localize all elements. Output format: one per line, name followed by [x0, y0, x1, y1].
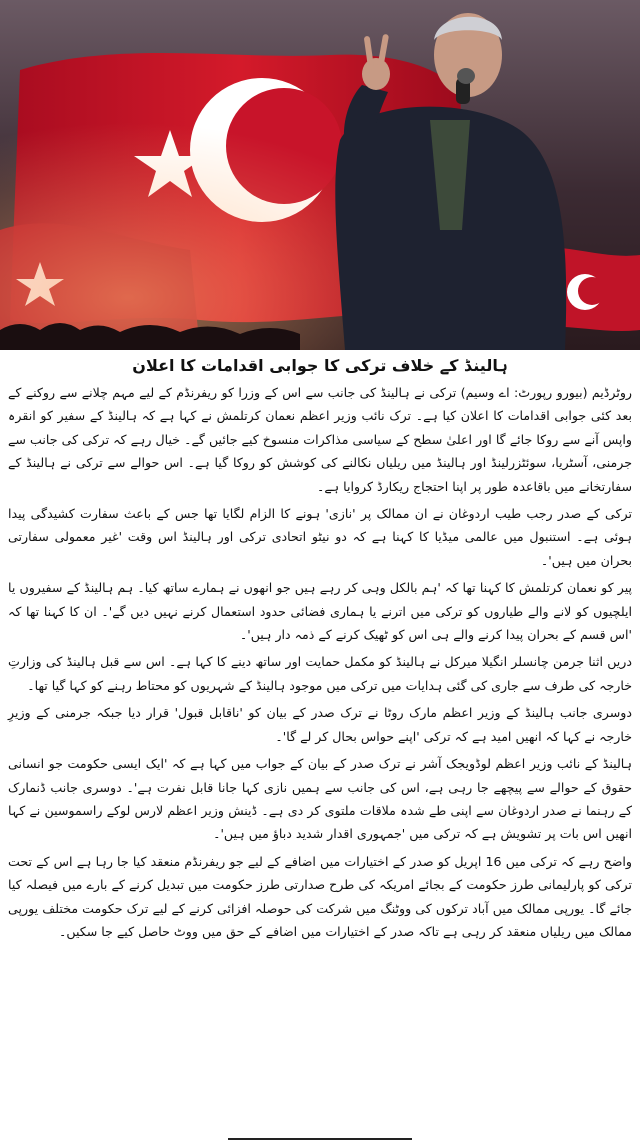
article-paragraph-6: ہالینڈ کے نائب وزیر اعظم لوڈویجک آشر نے ترک صدر کے بیان کے جواب میں کہا ہے کہ 'ایک ایسی حکومت جو انسانی حقوق کے حوالے سے پیچھے جا رہی ہے، اس کی جانب سے ہمیں نازی کہا جانا قابل نفرت ہے'۔ دوسری جانب ڈنمارک کے رہنما نے صدر اردوغان سے اپنی طے شدہ ملاقات ملتوی کر دی ہے۔ ڈینش وزیر اعظم لارس لوکے راسموسین نے کہا انھیں اس بات پر تشویش ہے کہ ترکی میں 'جمہوری اقدار شدید دباؤ میں ہیں'۔	[8, 756, 632, 842]
article-body	[0, 350, 640, 947]
article-paragraph-7: واضح رہے کہ ترکی میں 16 اپریل کو صدر کے اختیارات میں اضافے کے لیے جو ریفرنڈم منعقد کیا جا رہا ہے اس کے تحت ترکی کو پارلیمانی طرز حکومت کے بجائے امریکہ کی طرح صدارتی طرز حکومت میں تبدیل کرنے کے بارے میں فیصلہ کیا جائے گا۔ یورپی ممالک میں آباد ترکوں کی ووٹنگ میں شرکت کی حوصلہ افزائی کرنے کے لیے ترک حکومت مختلف یورپی ممالک میں ریلیاں منعقد کر رہی ہے تاکہ صدر کے اختیارات میں اضافے کے حق میں ووٹ حاصل کیے جا سکیں۔	[8, 853, 632, 939]
end-divider	[228, 1138, 412, 1140]
article-headline: ہالینڈ کے خلاف ترکی کا جوابی اقدامات کا اعلان	[132, 356, 508, 375]
article-paragraph-1: روٹرڈیم (بیورو رپورٹ: اے وسیم) ترکی نے ہالینڈ کی جانب سے اس کے وزرا کو ریفرنڈم کے لیے مہم چلانے سے روکنے کے بعد کئی جوابی اقدامات کا اعلان کیا ہے۔ ترک نائب وزیر اعظم نعمان کرتلمش نے کہا ہے کہ ہالینڈ کے سفیر کو انقرہ واپس آنے سے روکا جائے گا اور اعلیٰ سطح کے سیاسی مذاکرات منسوخ کیے جائیں گے۔ خیال رہے کہ ترکی کی جانب سے جرمنی، آسٹریا، سوئٹزرلینڈ اور ہالینڈ میں ریلیاں نکالنے کی کوشش کو روکا گیا ہے۔ اس حوالے سے ترکی نے ہالینڈ کے سفارتخانے میں باقاعدہ طور پر اپنا احتجاج ریکارڈ کروایا ہے۔	[8, 385, 632, 494]
hero-photo	[0, 0, 640, 350]
article-paragraph-2: ترکی کے صدر رجب طیب اردوغان نے ان ممالک پر 'نازی' ہونے کا الزام لگایا تھا جس کے باعث سفارت کشیدگی پیدا ہوئی ہے۔ استنبول میں عالمی میڈیا کا کہنا ہے کہ دو نیٹو اتحادی ترکی اور ہالینڈ اس وقت 'غیر معمولی سفارتی بحران میں ہیں'۔	[8, 506, 632, 568]
article-paragraph-4: دریں اثنا جرمن چانسلر انگیلا میرکل نے ہالینڈ کو مکمل حمایت اور ساتھ دینے کا کہا ہے۔ اس سے قبل ہالینڈ کی وزارتِ خارجہ کی طرف سے جاری کی گئی ہدایات میں ترکی میں موجود ہالینڈ کے شہریوں کو محتاط رہنے کو کہا گیا تھا۔	[8, 654, 632, 693]
article-paragraph-3: پیر کو نعمان کرتلمش کا کہنا تھا کہ 'ہم بالکل وہی کر رہے ہیں جو انھوں نے ہمارے ساتھ کیا۔ ہم ہالینڈ کے سفیروں یا ایلچیوں کو لانے والے طیاروں کو ترکی میں اترنے یا ہماری فضائی حدود استعمال کرنے نہیں دیں گے'۔ ان کا کہنا تھا کہ 'اس قسم کے بحران پیدا کرنے والے ہی اس کو ٹھیک کرنے کے ذمہ دار ہیں'۔	[8, 580, 632, 643]
article-paragraph-5: دوسری جانب ہالینڈ کے وزیر اعظم مارک روٹا نے ترک صدر کے بیان کو 'ناقابل قبول' قرار دیا جبکہ جرمنی کے وزیرِ خارجہ نے کہا کہ انھیں امید ہے کہ ترکی 'اپنے حواس بحال کر لے گا'۔	[8, 705, 632, 744]
